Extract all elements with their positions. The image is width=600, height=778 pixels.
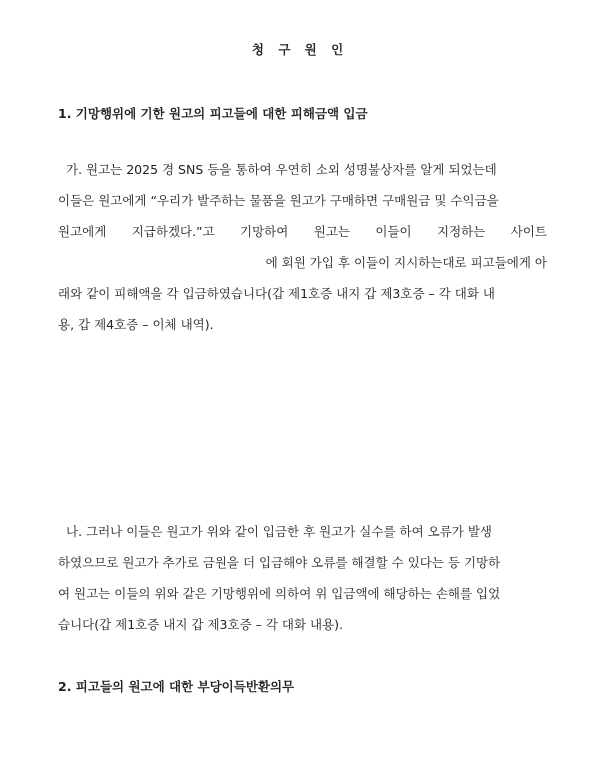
- paragraph-ga-line-2: 이들은 원고에게 “우리가 발주하는 물품을 원고가 구매하면 구매원금 및 수익금을: [58, 193, 499, 208]
- word: 이들이: [375, 224, 412, 239]
- section-1-heading: 1. 기망행위에 기한 원고의 피고들에 대한 피해금액 입금: [58, 106, 368, 121]
- page-title: 청 구 원 인: [251, 42, 349, 57]
- paragraph-ga-line-6: 용, 갑 제4호증 – 이체 내역).: [58, 317, 214, 332]
- paragraph-na-line-2: 하였으므로 원고가 추가로 금원을 더 입금해야 오류를 해결할 수 있다는 등 기망하: [58, 555, 501, 570]
- paragraph-na-line-1: 나. 그러나 이들은 원고가 위와 같이 입금한 후 원고가 실수를 하여 오류가 발생: [66, 524, 492, 539]
- word: 원고는: [313, 224, 350, 239]
- word: 지급하겠다.”고: [131, 224, 215, 239]
- paragraph-na-line-3: 여 원고는 이들의 위와 같은 기망행위에 의하여 위 입금액에 해당하는 손해를 입었: [58, 586, 501, 601]
- paragraph-na-line-4: 습니다(갑 제1호증 내지 갑 제3호증 – 각 대화 내용).: [58, 617, 344, 632]
- word: 지정하는: [437, 224, 486, 239]
- word: 사이트: [510, 224, 547, 239]
- paragraph-ga-line-3: [58, 224, 547, 240]
- word: 원고에게: [58, 224, 107, 239]
- section-2-heading: 2. 피고들의 원고에 대한 부당이득반환의무: [58, 679, 295, 694]
- paragraph-ga-line-1: 가. 원고는 2025 경 SNS 등을 통하여 우연히 소외 성명불상자를 알게 되었는데: [66, 162, 497, 177]
- paragraph-ga-line-4: 에 회원 가입 후 이들이 지시하는대로 피고들에게 아: [265, 255, 547, 270]
- paragraph-ga-line-5: 래와 같이 피해액을 각 입금하였습니다(갑 제1호증 내지 갑 제3호증 – 각 대화 내: [58, 286, 495, 301]
- word: 기망하여: [240, 224, 289, 239]
